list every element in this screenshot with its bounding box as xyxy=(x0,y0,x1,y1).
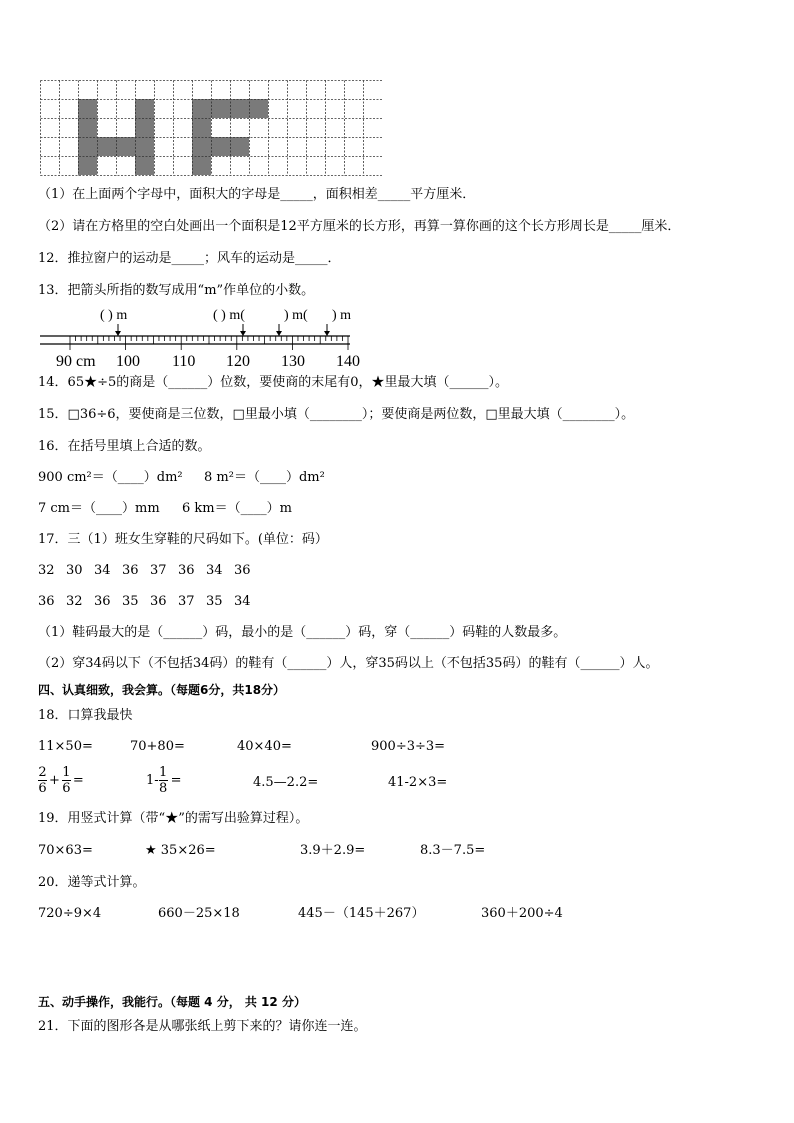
calc-item: 70+80= xyxy=(130,739,185,754)
q16-row2b: 6 km＝（____）m xyxy=(182,501,292,516)
letter-h-shape xyxy=(78,99,154,175)
blank-label-2: ( ) m( xyxy=(213,308,245,323)
tick-label-100: 100 xyxy=(116,353,140,370)
stepwise-calc-item: 360＋200÷4 xyxy=(481,906,563,921)
shoe-size: 36 xyxy=(94,594,111,609)
blank-label-1: ( ) m xyxy=(100,308,128,323)
shoe-size: 35 xyxy=(122,594,139,609)
calc-item: 40×40= xyxy=(237,739,292,754)
fraction-expr-1: $\frac{2}{6}$ + $\frac{1}{6}$ = xyxy=(38,765,84,796)
shoe-size: 36 xyxy=(234,563,251,578)
q16-row1a: 900 cm²＝（____）dm² xyxy=(38,470,183,485)
shoe-size: 34 xyxy=(234,594,251,609)
vertical-calc-item: 3.9＋2.9= xyxy=(300,843,366,858)
shoe-size: 36 xyxy=(150,594,167,609)
shoe-size: 32 xyxy=(66,594,83,609)
shoe-size: 32 xyxy=(38,563,55,578)
q12: 12．推拉窗户的运动是_____；风车的运动是_____． xyxy=(38,251,341,266)
q16-row1b: 8 m²＝（____）dm² xyxy=(204,470,325,485)
q17-part2: （2）穿34码以下（不包括34码）的鞋有（______）人，穿35码以上（不包括35码）的鞋有（______）人。 xyxy=(38,656,659,671)
tick-label-140: 140 xyxy=(336,353,360,370)
vertical-calc-item: 70×63= xyxy=(38,843,93,858)
letter-f-shape xyxy=(192,99,268,175)
fraction-expr-2: 1- $\frac{1}{8}$ = xyxy=(146,765,182,796)
q21: 21．下面的图形各是从哪张纸上剪下来的？请你连一连。 xyxy=(38,1019,367,1034)
shoe-size: 36 xyxy=(122,563,139,578)
stepwise-calc-item: 660－25×18 xyxy=(158,906,240,921)
arrow-4 xyxy=(324,324,330,336)
shoe-size: 34 xyxy=(206,563,223,578)
q20: 20．递等式计算。 xyxy=(38,875,146,890)
section-5-heading: 五、动手操作，我能行。（每题 4 分， 共 12 分） xyxy=(38,995,306,1009)
letter-grid xyxy=(40,80,382,176)
shoe-size: 34 xyxy=(94,563,111,578)
shoe-size: 37 xyxy=(150,563,167,578)
section-4-heading: 四、认真细致，我会算。（每题6分，共18分） xyxy=(38,683,286,697)
stepwise-calc-item: 445－（145＋267） xyxy=(298,906,425,921)
shoe-size: 30 xyxy=(66,563,83,578)
fraction: $\frac{1}{6}$ xyxy=(62,765,71,796)
q16: 16．在括号里填上合适的数。 xyxy=(38,439,211,454)
q11-part1: （1）在上面两个字母中，面积大的字母是_____，面积相差_____平方厘米． xyxy=(38,187,476,202)
q17: 17．三（1）班女生穿鞋的尺码如下。(单位：码） xyxy=(38,532,328,547)
shoe-size: 37 xyxy=(178,594,195,609)
fraction: $\frac{1}{8}$ xyxy=(159,765,168,796)
calc-item: 11×50= xyxy=(38,739,93,754)
ruler xyxy=(30,300,380,376)
tick-label-90: 90 cm xyxy=(56,353,96,370)
arrow-1 xyxy=(115,324,121,336)
shoe-size: 36 xyxy=(38,594,55,609)
arrow-3 xyxy=(276,324,282,336)
q18: 18．口算我最快 xyxy=(38,708,133,723)
tick-label-120: 120 xyxy=(226,353,250,370)
tick-label-110: 110 xyxy=(172,353,196,370)
q16-row2a: 7 cm＝（____）mm xyxy=(38,501,160,516)
vertical-calc-item: ★ 35×26= xyxy=(145,843,216,858)
q13: 13．把箭头所指的数写成用“m”作单位的小数。 xyxy=(38,283,315,298)
q19: 19．用竖式计算（带“★”的需写出验算过程）。 xyxy=(38,811,309,826)
stepwise-calc-item: 720÷9×4 xyxy=(38,906,102,921)
tick-label-130: 130 xyxy=(281,353,305,370)
shoe-size: 36 xyxy=(178,563,195,578)
vertical-calc-item: 8.3－7.5= xyxy=(420,843,486,858)
q11-part2: （2）请在方格里的空白处画出一个面积是12平方厘米的长方形，再算一算你画的这个长方形周长是_____厘米． xyxy=(38,219,681,234)
q15: 15．□36÷6，要使商是三位数，□里最小填（________）；要使商是两位数，□里最大填（________）。 xyxy=(38,407,635,422)
blank-label-4: ) m xyxy=(332,308,352,323)
fraction: $\frac{2}{6}$ xyxy=(38,765,47,796)
arrow-2 xyxy=(240,324,246,336)
calc-item: 4.5—2.2= xyxy=(253,775,319,790)
shoe-size: 35 xyxy=(206,594,223,609)
blank-label-3: ) m( xyxy=(284,308,308,323)
calc-item: 900÷3÷3= xyxy=(371,739,446,754)
calc-item: 41-2×3= xyxy=(388,775,448,790)
q17-part1: （1）鞋码最大的是（______）码，最小的是（______）码，穿（______）码鞋的人数最多。 xyxy=(38,625,567,640)
q14: 14．65★÷5的商是（______）位数，要使商的末尾有0，★里最大填（______）。 xyxy=(38,375,509,390)
